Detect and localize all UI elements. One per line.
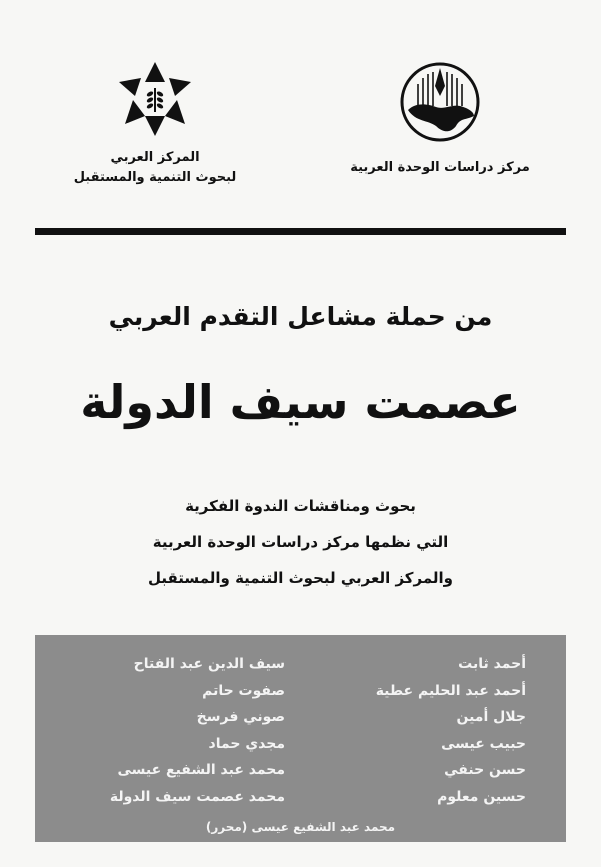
publisher-left (40, 60, 270, 188)
description-line-1: بحوث ومناقشات الندوة الفكرية (185, 497, 416, 515)
series-title: من حملة مشاعل التقدم العربي (108, 302, 493, 331)
publisher-right (320, 60, 560, 178)
publisher-left-name-line1: المركز العربي (110, 150, 200, 165)
publisher-left-name-line2: لبحوث التنمية والمستقبل (73, 170, 237, 185)
publisher-right-name: مركز دراسات الوحدة العربية (350, 160, 530, 175)
contributor-name: حبيب عيسى (441, 735, 526, 752)
book-title: عصمت سيف الدولة (80, 375, 521, 429)
contributor-name: صوني فرسخ (196, 709, 285, 725)
description-line-3: والمركز العربي لبحوث التنمية والمستقبل (148, 569, 453, 587)
contributor-name: أحمد عبد الحليم عطية (375, 682, 526, 699)
contributor-name: محمد عبد الشفيع عيسى (117, 762, 285, 778)
contributor-name: حسين معلوم (437, 788, 526, 805)
header-divider (35, 228, 566, 235)
contributor-name: صفوت حاتم (202, 682, 285, 699)
description-line-2: التي نظمها مركز دراسات الوحدة العربية (152, 533, 449, 551)
contributors-left-column (65, 651, 285, 810)
contributor-name: مجدي حماد (208, 735, 285, 752)
contributor-name: سيف الدين عبد الفتاح (133, 656, 285, 672)
contributor-name: جلال أمين (456, 709, 526, 725)
arab-world-map-pen-emblem-icon (398, 60, 482, 144)
contributor-name: محمد عصمت سيف الدولة (109, 788, 285, 805)
editor-credit: محمد عبد الشفيع عيسى (محرر) (205, 820, 396, 834)
contributor-name: أحمد ثابت (458, 656, 526, 672)
contributors-panel (35, 635, 566, 842)
book-description (40, 488, 561, 596)
contributor-name: حسن حنفي (444, 762, 526, 778)
contributors-right-column (326, 651, 526, 810)
star-wheat-emblem-icon (115, 60, 195, 138)
